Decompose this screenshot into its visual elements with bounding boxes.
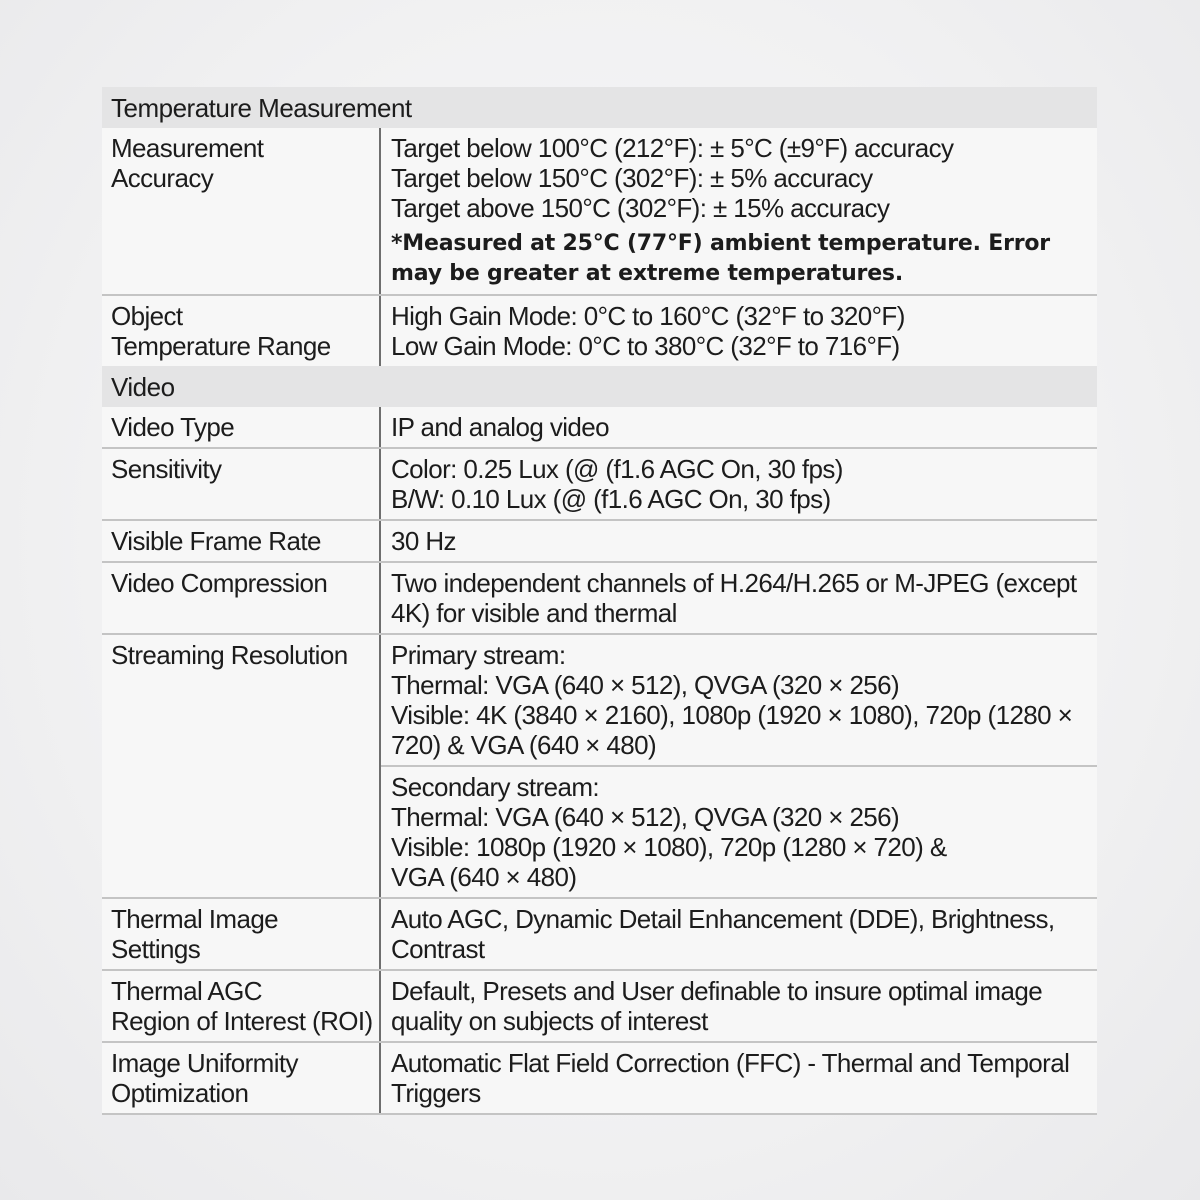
spec-row — [102, 1041, 1097, 1113]
spec-value-cell — [381, 296, 1097, 366]
spec-value-line: Triggers — [391, 1078, 481, 1108]
spec-label — [102, 296, 381, 366]
spec-value-line: Low Gain Mode: 0°C to 380°C (32°F to 716°F) — [391, 331, 900, 361]
spec-label — [102, 563, 381, 633]
section-header: Video — [102, 366, 1097, 407]
spec-row — [102, 294, 1097, 366]
spec-label-line: Region of Interest (ROI) — [111, 1006, 373, 1036]
spec-values — [381, 971, 1097, 1041]
spec-value-line: 30 Hz — [391, 526, 456, 556]
spec-label — [102, 971, 381, 1041]
spec-label-line: Visible Frame Rate — [111, 526, 321, 556]
footnote — [391, 229, 1087, 289]
spec-values — [381, 449, 1097, 519]
footnote-line: *Measured at 25°C (77°F) ambient temperature. Error — [391, 231, 1050, 256]
spec-value-line: IP and analog video — [391, 412, 609, 442]
spec-label-line: Video Compression — [111, 568, 328, 598]
spec-value-cell — [381, 521, 1097, 561]
spec-row — [102, 969, 1097, 1041]
spec-label — [102, 521, 381, 561]
spec-label-line: Sensitivity — [111, 454, 222, 484]
spec-value-line: Auto AGC, Dynamic Detail Enhancement (DDE), Brightness, — [391, 904, 1055, 934]
spec-values — [381, 296, 1097, 366]
spec-values — [381, 1043, 1097, 1113]
spec-row — [102, 447, 1097, 519]
spec-value-line: Thermal: VGA (640 × 512), QVGA (320 × 256) — [391, 670, 900, 700]
spec-value-line: Default, Presets and User definable to insure optimal image — [391, 976, 1043, 1006]
spec-value-line: Target below 100°C (212°F): ± 5°C (±9°F) accuracy — [391, 133, 954, 163]
spec-label — [102, 128, 381, 294]
spec-label-line: Settings — [111, 934, 201, 964]
spec-value-cell — [381, 449, 1097, 519]
spec-value-line: 720) & VGA (640 × 480) — [391, 730, 657, 760]
spec-value-line: Thermal: VGA (640 × 512), QVGA (320 × 256) — [391, 802, 900, 832]
spec-label — [102, 1043, 381, 1113]
spec-label-line: Thermal Image — [111, 904, 279, 934]
spec-value-line: Color: 0.25 Lux (@ (f1.6 AGC On, 30 fps) — [391, 454, 843, 484]
spec-value-line: Visible: 4K (3840 × 2160), 1080p (1920 × 1080), 720p (1280 × — [391, 700, 1073, 730]
spec-label — [102, 635, 381, 897]
spec-row — [102, 128, 1097, 294]
spec-label-line: Object — [111, 301, 183, 331]
spec-value-line: B/W: 0.10 Lux (@ (f1.6 AGC On, 30 fps) — [391, 484, 831, 514]
spec-label-line: Temperature Range — [111, 331, 331, 361]
spec-values — [381, 128, 1097, 294]
spec-value-line: Secondary stream: — [391, 772, 600, 802]
spec-values — [381, 899, 1097, 969]
spec-row — [102, 633, 1097, 897]
spec-row — [102, 897, 1097, 969]
spec-value-cell — [381, 971, 1097, 1041]
spec-value-line: quality on subjects of interest — [391, 1006, 708, 1036]
spec-label-line: Image Uniformity — [111, 1048, 298, 1078]
spec-label — [102, 899, 381, 969]
spec-values — [381, 563, 1097, 633]
spec-label-line: Thermal AGC — [111, 976, 262, 1006]
spec-value-line: Target above 150°C (302°F): ± 15% accuracy — [391, 193, 890, 223]
spec-value-cell — [381, 1043, 1097, 1113]
spec-value-line: Automatic Flat Field Correction (FFC) - Thermal and Temporal — [391, 1048, 1070, 1078]
spec-value-cell — [381, 765, 1097, 897]
spec-value-cell — [381, 635, 1097, 765]
spec-values — [381, 635, 1097, 897]
spec-value-line: Two independent channels of H.264/H.265 or M-JPEG (except — [391, 568, 1077, 598]
spec-value-cell — [381, 563, 1097, 633]
spec-value-line: High Gain Mode: 0°C to 160°C (32°F to 320°F) — [391, 301, 905, 331]
spec-label-line: Streaming Resolution — [111, 640, 348, 670]
spec-value-line: Visible: 1080p (1920 × 1080), 720p (1280 × 720) & — [391, 832, 947, 862]
spec-value-line: VGA (640 × 480) — [391, 862, 577, 892]
spec-row — [102, 407, 1097, 447]
spec-row — [102, 561, 1097, 633]
spec-label-line: Measurement — [111, 133, 264, 163]
spec-label-line: Optimization — [111, 1078, 249, 1108]
spec-values — [381, 521, 1097, 561]
spec-label — [102, 449, 381, 519]
spec-value-line: Target below 150°C (302°F): ± 5% accuracy — [391, 163, 873, 193]
spec-label-line: Video Type — [111, 412, 235, 442]
spec-table — [102, 87, 1097, 1115]
spec-value-cell — [381, 899, 1097, 969]
spec-values — [381, 407, 1097, 447]
section-header: Temperature Measurement — [102, 87, 1097, 128]
spec-row — [102, 519, 1097, 561]
spec-value-line: Primary stream: — [391, 640, 566, 670]
spec-value-line: 4K) for visible and thermal — [391, 598, 677, 628]
footnote-line: may be greater at extreme temperatures. — [391, 261, 903, 286]
spec-value-line: Contrast — [391, 934, 485, 964]
spec-label-line: Accuracy — [111, 163, 214, 193]
table-bottom-rule — [102, 1113, 1097, 1115]
spec-label — [102, 407, 381, 447]
spec-value-cell — [381, 407, 1097, 447]
spec-value-cell — [381, 128, 1097, 294]
